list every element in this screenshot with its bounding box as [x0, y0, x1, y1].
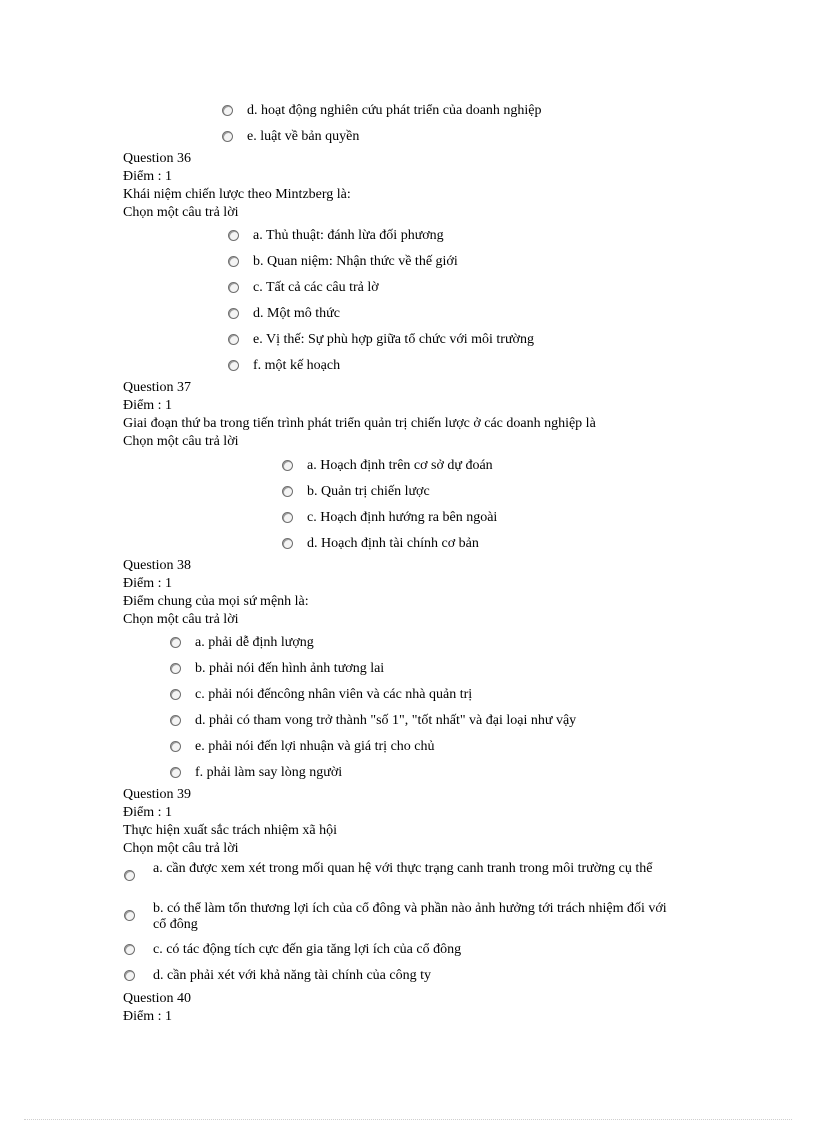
answer-label: a. phải dễ định lượng: [195, 635, 314, 650]
answer-option[interactable]: [124, 941, 461, 959]
question-text: Thực hiện xuất sắc trách nhiệm xã hội: [123, 823, 338, 838]
answer-label: e. phải nói đến lợi nhuận và giá trị cho chủ: [195, 739, 435, 754]
answer-option[interactable]: [222, 102, 542, 120]
question-points: Điểm : 1: [123, 576, 172, 591]
radio-button[interactable]: [282, 460, 293, 471]
question-text: Khái niệm chiến lược theo Mintzberg là:: [123, 187, 351, 202]
answer-option[interactable]: [282, 457, 493, 475]
radio-button[interactable]: [170, 767, 181, 778]
radio-button[interactable]: [124, 870, 135, 881]
radio-button[interactable]: [170, 689, 181, 700]
radio-button[interactable]: [222, 105, 233, 116]
question-text: Giai đoạn thứ ba trong tiến trình phát triển quản trị chiến lược ở các doanh nghiệp là: [123, 416, 596, 431]
answer-option[interactable]: [170, 764, 342, 782]
answer-label: d. Hoạch định tài chính cơ bản: [307, 536, 479, 551]
answer-label: e. Vị thế: Sự phù hợp giữa tổ chức với môi trường: [253, 332, 534, 347]
answer-option[interactable]: [228, 279, 379, 297]
radio-button[interactable]: [124, 970, 135, 981]
question-points: Điểm : 1: [123, 1009, 172, 1024]
answer-option[interactable]: [170, 712, 576, 730]
answer-option[interactable]: [124, 861, 673, 881]
answer-label: d. Một mô thức: [253, 306, 340, 321]
radio-button[interactable]: [222, 131, 233, 142]
radio-button[interactable]: [228, 230, 239, 241]
radio-button[interactable]: [282, 486, 293, 497]
radio-button[interactable]: [170, 663, 181, 674]
answer-option[interactable]: [124, 967, 431, 985]
answer-option[interactable]: [228, 357, 340, 375]
answer-label: e. luật về bản quyền: [247, 129, 360, 144]
answer-option[interactable]: [228, 331, 534, 349]
answer-label: c. có tác động tích cực đến gia tăng lợi ích của cổ đông: [153, 942, 462, 957]
answer-label: b. Quan niệm: Nhận thức về thế giới: [253, 254, 458, 269]
answer-option[interactable]: [170, 686, 472, 704]
answer-option[interactable]: [170, 634, 314, 652]
radio-button[interactable]: [170, 741, 181, 752]
answer-label: d. cần phải xét với khả năng tài chính của công ty: [153, 968, 431, 983]
radio-button[interactable]: [282, 512, 293, 523]
radio-button[interactable]: [228, 256, 239, 267]
radio-button[interactable]: [228, 308, 239, 319]
radio-button[interactable]: [170, 715, 181, 726]
question-text: Điểm chung của mọi sứ mệnh là:: [123, 594, 309, 609]
answer-label: d. phải có tham vong trở thành "số 1", "tốt nhất" và đại loại như vậy: [195, 713, 577, 728]
question-number: Question 37: [123, 380, 192, 395]
answer-option[interactable]: [222, 128, 359, 146]
answer-option[interactable]: [282, 535, 479, 553]
radio-button[interactable]: [228, 282, 239, 293]
question-points: Điểm : 1: [123, 398, 172, 413]
radio-button[interactable]: [124, 910, 135, 921]
answer-prompt: Chọn một câu trả lời: [123, 612, 239, 627]
page-bottom-border: [24, 1119, 792, 1120]
answer-prompt: Chọn một câu trả lời: [123, 205, 239, 220]
radio-button[interactable]: [170, 637, 181, 648]
answer-option[interactable]: [282, 509, 497, 527]
answer-label: a. Thủ thuật: đánh lừa đối phương: [253, 228, 444, 243]
answer-label: b. có thể làm tổn thương lợi ích của cổ đông và phần nào ảnh hưởng tới trách nhiệm đối với cổ đông: [153, 901, 667, 932]
question-number: Question 39: [123, 787, 192, 802]
answer-option[interactable]: [228, 253, 458, 271]
answer-label: f. một kế hoạch: [253, 358, 341, 373]
answer-option[interactable]: [124, 901, 673, 933]
answer-label: c. phải nói đếncông nhân viên và các nhà quản trị: [195, 687, 473, 702]
answer-option[interactable]: [170, 738, 435, 756]
answer-label: a. Hoạch định trên cơ sở dự đoán: [307, 458, 493, 473]
answer-label: c. Tất cả các câu trả lờ: [253, 280, 379, 295]
answer-label: b. Quản trị chiến lược: [307, 484, 430, 499]
radio-button[interactable]: [124, 944, 135, 955]
answer-option[interactable]: [282, 483, 430, 501]
answer-option[interactable]: [228, 227, 444, 245]
question-number: Question 36: [123, 151, 192, 166]
answer-label: b. phải nói đến hình ảnh tương lai: [195, 661, 385, 676]
answer-prompt: Chọn một câu trả lời: [123, 841, 239, 856]
question-points: Điểm : 1: [123, 169, 172, 184]
answer-label: a. cần được xem xét trong mối quan hệ với thực trạng canh tranh trong môi trường cụ thể: [153, 861, 653, 876]
answer-option[interactable]: [228, 305, 340, 323]
answer-option[interactable]: [170, 660, 384, 678]
answer-prompt: Chọn một câu trả lời: [123, 434, 239, 449]
answer-label: f. phải làm say lòng người: [195, 765, 343, 780]
question-number: Question 40: [123, 991, 192, 1006]
question-points: Điểm : 1: [123, 805, 172, 820]
radio-button[interactable]: [282, 538, 293, 549]
answer-label: d. hoạt động nghiên cứu phát triển của doanh nghiệp: [247, 103, 542, 118]
radio-button[interactable]: [228, 360, 239, 371]
question-number: Question 38: [123, 558, 192, 573]
answer-label: c. Hoạch định hướng ra bên ngoài: [307, 510, 498, 525]
radio-button[interactable]: [228, 334, 239, 345]
